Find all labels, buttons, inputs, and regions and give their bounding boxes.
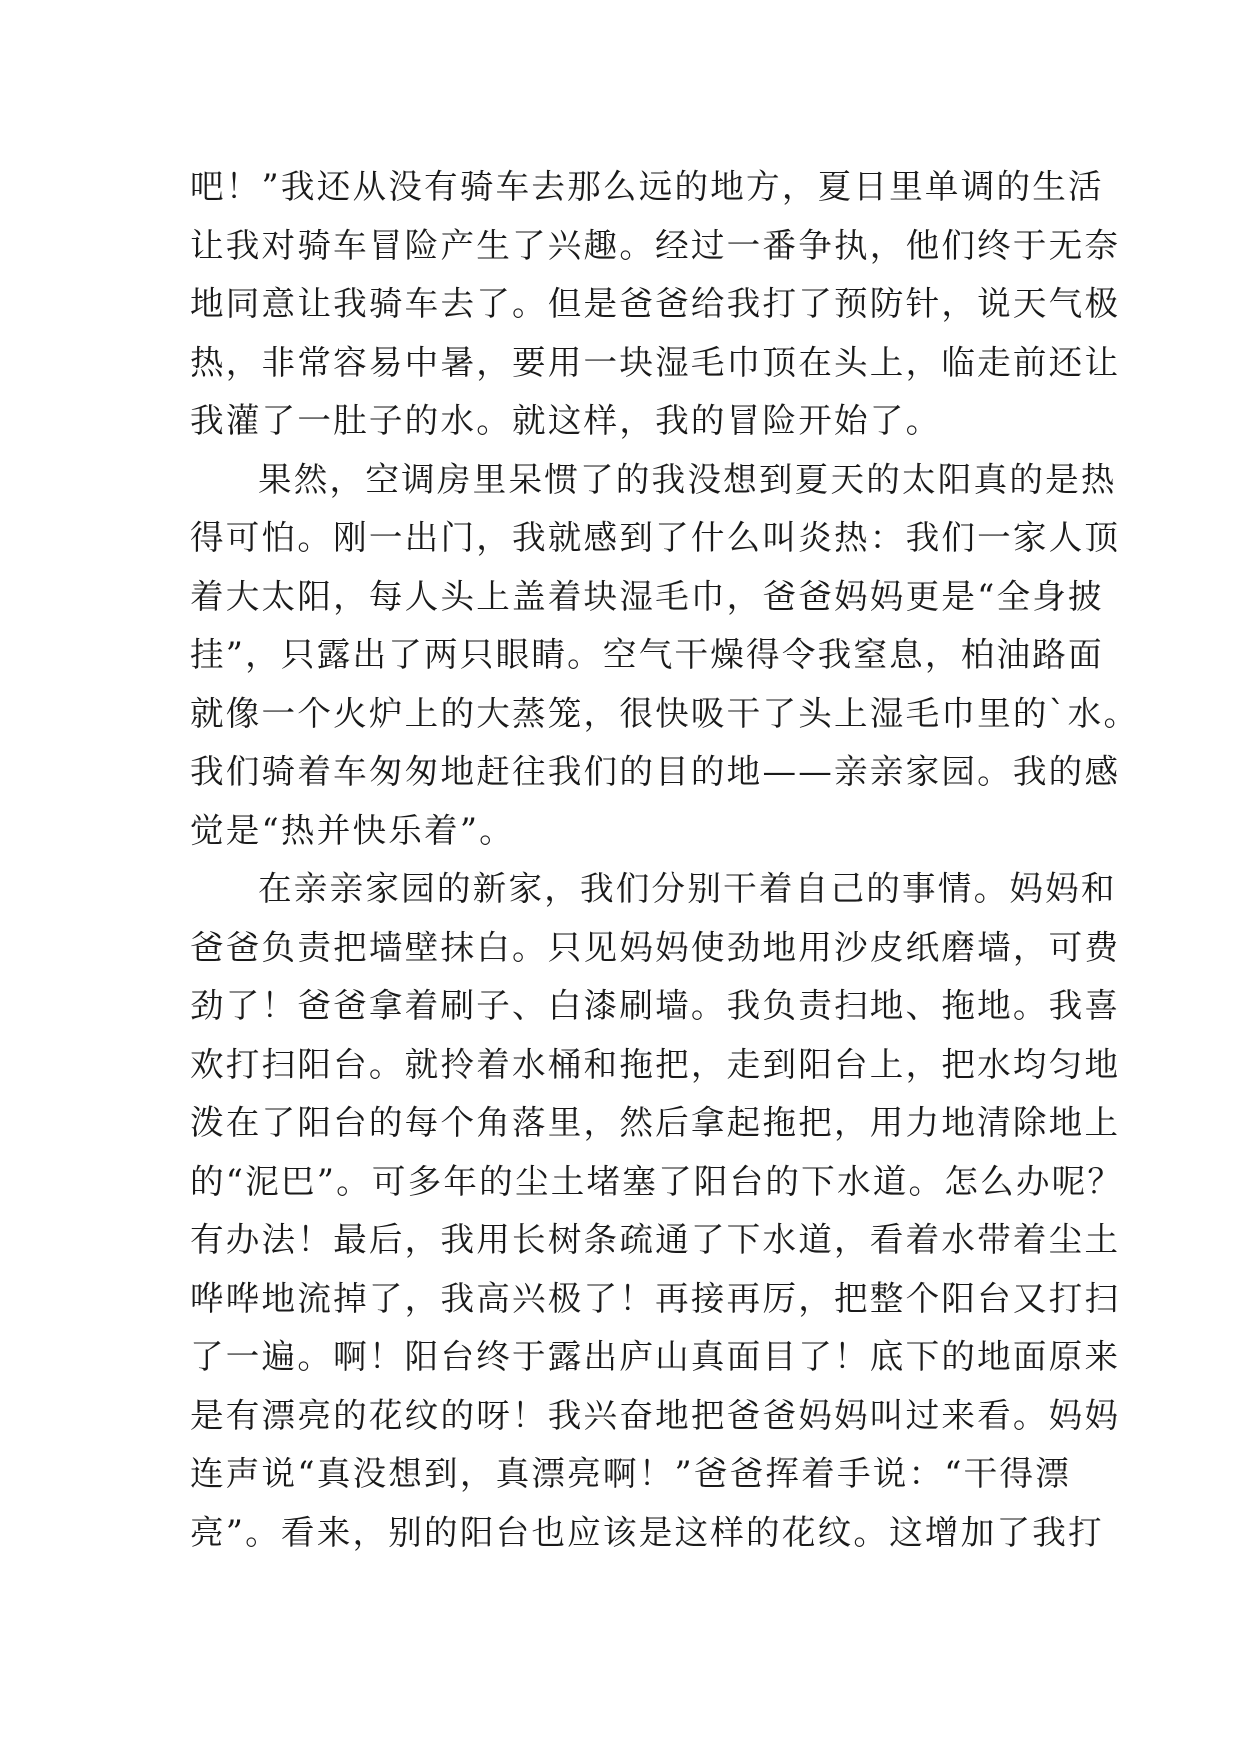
text-line: 的“泥巴”。可多年的尘土堵塞了阳台的下水道。怎么办呢？ bbox=[190, 1161, 1124, 1201]
text-line: 是有漂亮的花纹的呀！我兴奋地把爸爸妈妈叫过来看。妈妈 bbox=[190, 1395, 1121, 1435]
text-line: 亮”。看来，别的阳台也应该是这样的花纹。这增加了我打 bbox=[190, 1512, 1104, 1552]
text-line: 吧！”我还从没有骑车去那么远的地方，夏日里单调的生活 bbox=[190, 167, 1104, 206]
text-line: 挂”，只露出了两只眼睛。空气干燥得令我窒息，柏油路面 bbox=[190, 635, 1104, 674]
text-line: 劲了！爸爸拿着刷子、白漆刷墙。我负责扫地、拖地。我喜 bbox=[190, 986, 1121, 1025]
text-line: 爸爸负责把墙壁抹白。只见妈妈使劲地用沙皮纸磨墙，可费 bbox=[190, 927, 1121, 967]
text-line: 就像一个火炉上的大蒸笼，很快吸干了头上湿毛巾里的`水。 bbox=[190, 693, 1140, 733]
text-line: 觉是“热并快乐着”。 bbox=[190, 810, 515, 850]
text-line: 让我对骑车冒险产生了兴趣。经过一番争执，他们终于无奈 bbox=[190, 225, 1121, 265]
text-line: 有办法！最后，我用长树条疏通了下水道，看着水带着尘土 bbox=[190, 1220, 1121, 1259]
text-line: 得可怕。刚一出门，我就感到了什么叫炎热：我们一家人顶 bbox=[190, 518, 1121, 557]
text-line: 欢打扫阳台。就拎着水桶和拖把，走到阳台上，把水均匀地 bbox=[190, 1044, 1121, 1084]
body-text bbox=[190, 158, 1140, 1562]
text-line: 泼在了阳台的每个角落里，然后拿起拖把，用力地清除地上 bbox=[190, 1103, 1121, 1142]
text-line: 我灌了一肚子的水。就这样，我的冒险开始了。 bbox=[190, 401, 942, 440]
text-line: 哗哗地流掉了，我高兴极了！再接再厉，把整个阳台又打扫 bbox=[190, 1278, 1121, 1318]
text-line: 了一遍。啊！阳台终于露出庐山真面目了！底下的地面原来 bbox=[190, 1337, 1121, 1376]
text-line: 热，非常容易中暑，要用一块湿毛巾顶在头上，临走前还让 bbox=[190, 342, 1121, 382]
text-line: 我们骑着车匆匆地赶往我们的目的地——亲亲家园。我的感 bbox=[190, 752, 1121, 791]
text-line: 着大太阳，每人头上盖着块湿毛巾，爸爸妈妈更是“全身披 bbox=[190, 576, 1104, 616]
text-line: 连声说“真没想到，真漂亮啊！”爸爸挥着手说：“干得漂 bbox=[190, 1454, 1071, 1493]
paragraph-first-line: 果然，空调房里呆惯了的我没想到夏天的太阳真的是热 bbox=[258, 459, 1117, 499]
text-line: 地同意让我骑车去了。但是爸爸给我打了预防针，说天气极 bbox=[190, 284, 1121, 323]
paragraph-first-line: 在亲亲家园的新家，我们分别干着自己的事情。妈妈和 bbox=[258, 869, 1117, 908]
